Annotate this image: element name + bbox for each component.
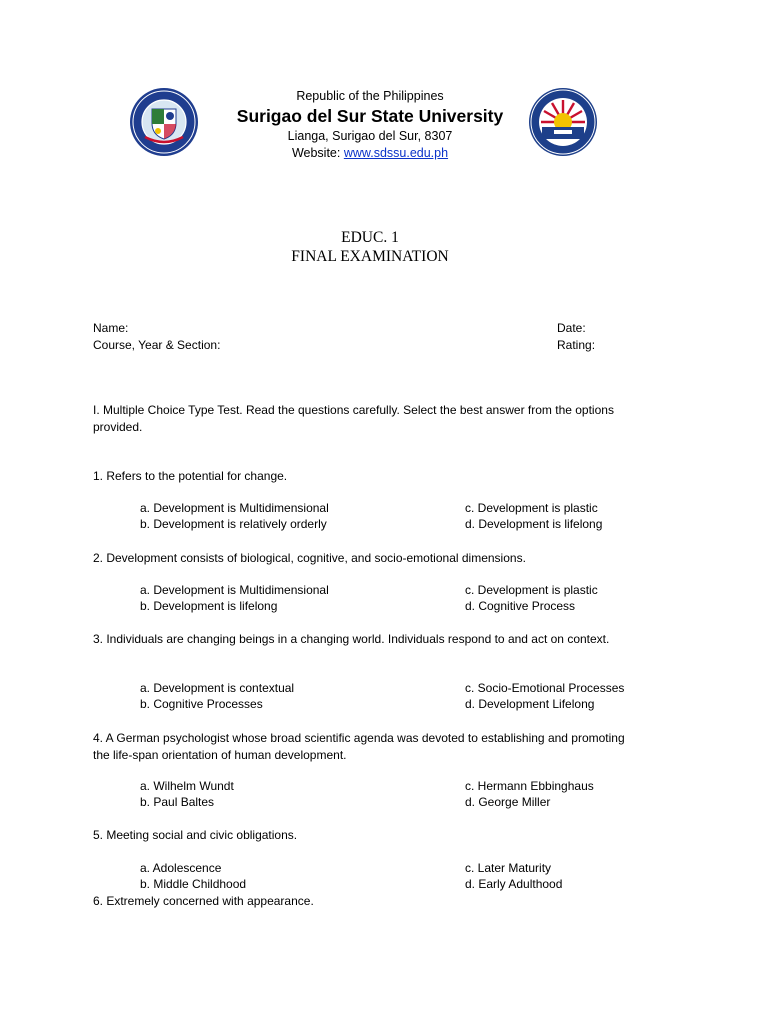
university-seal-icon: [129, 87, 199, 157]
exam-name: FINAL EXAMINATION: [291, 248, 449, 265]
university-name: Surigao del Sur State University: [236, 106, 504, 126]
course-code: EDUC. 1: [341, 229, 399, 246]
instructions: I. Multiple Choice Type Test. Read the questions carefully. Select the best answer from the options provided.: [93, 403, 614, 434]
student-info: [93, 320, 220, 354]
grading-info: [557, 320, 595, 354]
option-2d: d. Cognitive Process: [465, 599, 576, 613]
option-1a: a. Development is Multidimensional: [140, 501, 329, 515]
option-3c: c. Socio-Emotional Processes: [465, 681, 625, 695]
website-line: [200, 145, 540, 162]
option-3a: a. Development is contextual: [140, 681, 295, 695]
question-2: 2. Development consists of biological, cognitive, and socio-emotional dimensions.: [93, 551, 526, 565]
option-5c: c. Later Maturity: [465, 861, 552, 875]
option-4a: a. Wilhelm Wundt: [140, 779, 234, 793]
option-3d: d. Development Lifelong: [465, 697, 595, 711]
option-1d: d. Development is lifelong: [465, 517, 603, 531]
option-2a: a. Development is Multidimensional: [140, 583, 329, 597]
website-label: Website:: [291, 146, 341, 160]
option-5d: d. Early Adulthood: [465, 877, 563, 891]
exam-title: [200, 228, 540, 266]
option-4d: d. George Miller: [465, 795, 551, 809]
date-label: Date:: [557, 321, 586, 335]
website-link[interactable]: www.sdssu.edu.ph: [343, 146, 449, 160]
option-1b: b. Development is relatively orderly: [140, 517, 327, 531]
question-4: 4. A German psychologist whose broad scientific agenda was devoted to establishing and promoting the life-span orientation of human development.: [93, 731, 625, 762]
option-5a: a. Adolescence: [140, 861, 222, 875]
rating-label: Rating:: [557, 338, 596, 352]
option-5b: b. Middle Childhood: [140, 877, 247, 891]
letterhead: [200, 88, 540, 162]
option-4c: c. Hermann Ebbinghaus: [465, 779, 594, 793]
option-3b: b. Cognitive Processes: [140, 697, 263, 711]
question-1: 1. Refers to the potential for change.: [93, 469, 288, 483]
option-1c: c. Development is plastic: [465, 501, 598, 515]
name-label: Name:: [93, 321, 129, 335]
question-3: 3. Individuals are changing beings in a changing world. Individuals respond to and act on context.: [93, 632, 610, 646]
address-line: Lianga, Surigao del Sur, 8307: [287, 129, 453, 143]
option-2b: b. Development is lifelong: [140, 599, 278, 613]
option-4b: b. Paul Baltes: [140, 795, 215, 809]
course-year-section-label: Course, Year & Section:: [93, 338, 221, 352]
question-5: 5. Meeting social and civic obligations.: [93, 828, 298, 842]
question-6: 6. Extremely concerned with appearance.: [93, 894, 314, 908]
republic-line: Republic of the Philippines: [296, 89, 444, 103]
option-2c: c. Development is plastic: [465, 583, 598, 597]
